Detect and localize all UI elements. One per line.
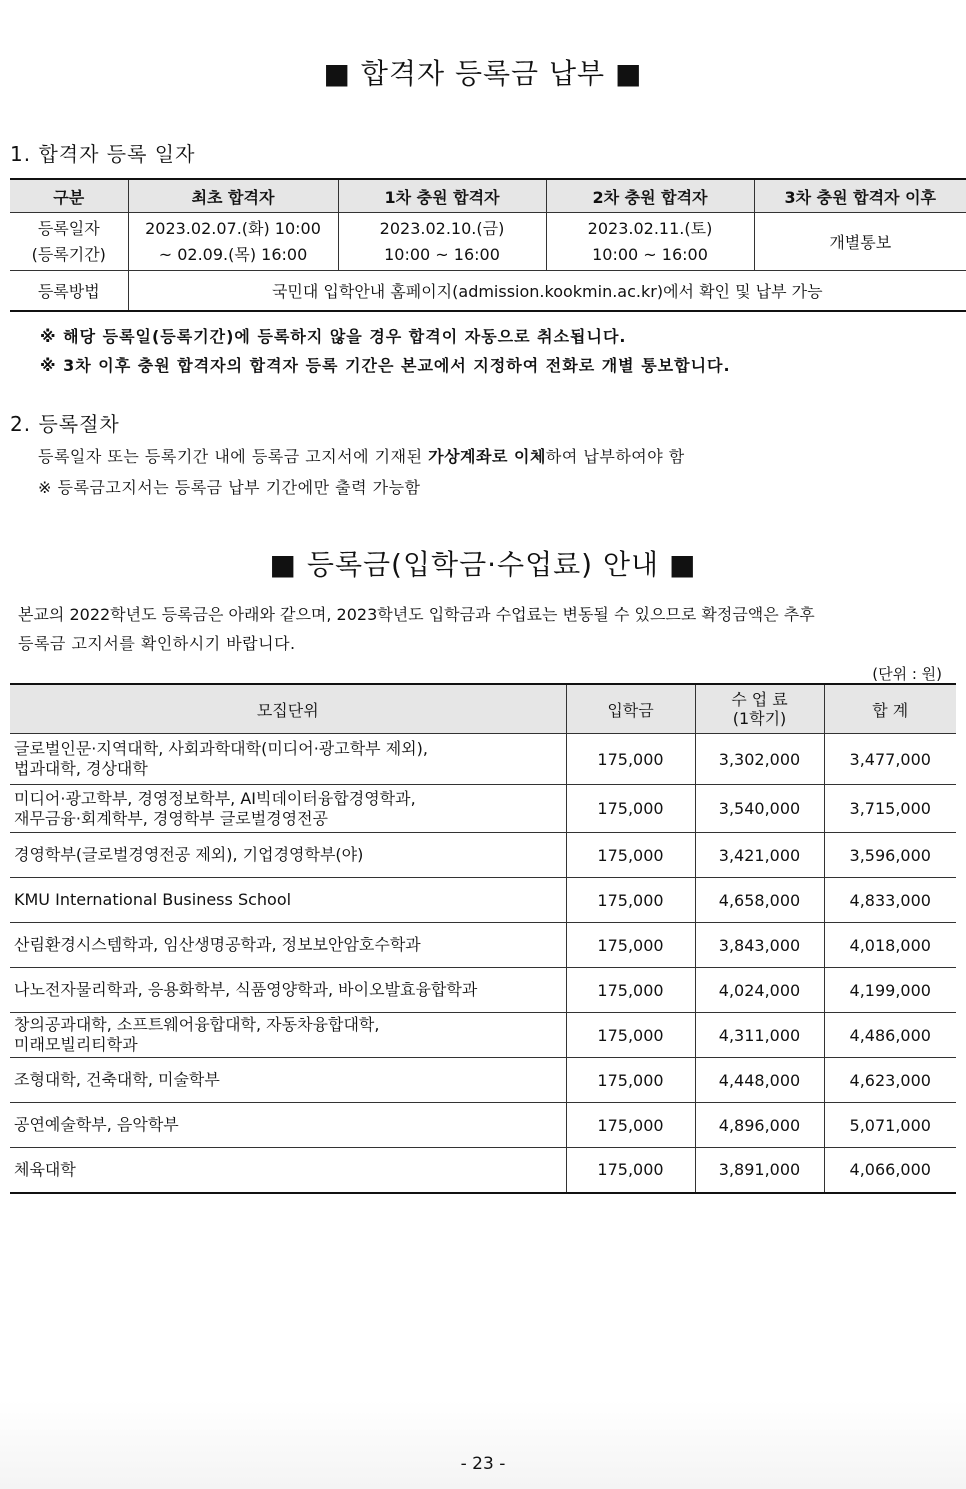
cell-recruit-unit: 체육대학 [10,1148,566,1193]
table-row [10,271,966,311]
cell-total: 4,486,000 [824,1013,956,1058]
cell-admission-fee: 175,000 [566,1013,695,1058]
table-row [10,1013,956,1058]
table-header-row [10,684,956,734]
row-label-dates: 등록일자 (등록기간) [10,213,128,271]
table-row [10,213,966,271]
cell-total: 4,623,000 [824,1058,956,1103]
header-unit: 모집단위 [10,684,566,734]
table-row [10,1148,956,1193]
cell-recruit-unit: 공연예술학부, 음악학부 [10,1103,566,1148]
table-row [10,734,956,785]
cell-admission-fee: 175,000 [566,785,695,833]
cell-recruit-unit: 미디어·광고학부, 경영정보학부, AI빅데이터융합경영학과, 재무금융·회계학부, 경영학부 글로벌경영전공 [10,785,566,833]
note-auto-cancel: ※ 해당 등록일(등록기간)에 등록하지 않을 경우 합격이 자동으로 취소됩니다. [40,327,627,346]
table-row [10,833,956,878]
cell-recruit-unit: 창의공과대학, 소프트웨어융합대학, 자동차융합대학, 미래모빌리티학과 [10,1013,566,1058]
table-row [10,923,956,968]
header-first-supplement: 1차 충원 합격자 [338,179,546,213]
tuition-table [10,683,956,1194]
table-row [10,785,956,833]
procedure-text: 등록일자 또는 등록기간 내에 등록금 고지서에 기재된 가상계좌로 이체하여 납부하여야 함 [38,447,685,466]
row-label-method: 등록방법 [10,271,128,311]
header-admission-fee: 입학금 [566,684,695,734]
cell-admission-fee: 175,000 [566,1103,695,1148]
cell-recruit-unit: 조형대학, 건축대학, 미술학부 [10,1058,566,1103]
cell-tuition: 3,421,000 [695,833,824,878]
cell-tuition: 4,311,000 [695,1013,824,1058]
cell-admission-fee: 175,000 [566,1148,695,1193]
cell-recruit-unit: 글로벌인문·지역대학, 사회과학대학(미디어·광고학부 제외), 법과대학, 경상대학 [10,734,566,785]
procedure-note: ※ 등록금고지서는 등록금 납부 기간에만 출력 가능함 [38,478,421,497]
intro-line-2: 등록금 고지서를 확인하시기 바랍니다. [18,634,296,653]
table-row [10,1103,956,1148]
cell-registration-method: 국민대 입학안내 홈페이지(admission.kookmin.ac.kr)에서 확인 및 납부 가능 [128,271,966,311]
cell-recruit-unit: KMU International Business School [10,878,566,923]
cell-recruit-unit: 나노전자물리학과, 응용화학부, 식품영양학과, 바이오발효융합학과 [10,968,566,1013]
cell-admission-fee: 175,000 [566,1058,695,1103]
cell-tuition: 4,024,000 [695,968,824,1013]
header-third-supplement: 3차 충원 합격자 이후 [754,179,966,213]
cell-first-admit-dates: 2023.02.07.(화) 10:00 ~ 02.09.(목) 16:00 [128,213,338,271]
cell-recruit-unit: 경영학부(글로벌경영전공 제외), 기업경영학부(야) [10,833,566,878]
cell-third-supplement-dates: 개별통보 [754,213,966,271]
cell-total: 3,477,000 [824,734,956,785]
section-title-tuition: ■ 등록금(입학금·수업료) 안내 ■ [269,548,697,581]
procedure-bold: 가상계좌로 이체 [428,447,546,466]
cell-tuition: 4,896,000 [695,1103,824,1148]
cell-admission-fee: 175,000 [566,968,695,1013]
tuition-table-body [10,734,956,1193]
cell-total: 4,199,000 [824,968,956,1013]
cell-total: 5,071,000 [824,1103,956,1148]
cell-tuition: 3,540,000 [695,785,824,833]
cell-tuition: 4,448,000 [695,1058,824,1103]
cell-first-supplement-dates: 2023.02.10.(금) 10:00 ~ 16:00 [338,213,546,271]
cell-second-supplement-dates: 2023.02.11.(토) 10:00 ~ 16:00 [546,213,754,271]
unit-note: (단위 : 원) [872,665,942,683]
header-first-admit: 최초 합격자 [128,179,338,213]
cell-total: 4,018,000 [824,923,956,968]
header-total: 합 계 [824,684,956,734]
intro-line-1: 본교의 2022학년도 등록금은 아래와 같으며, 2023학년도 입학금과 수업료는 변동될 수 있으므로 확정금액은 추후 [18,605,815,624]
table-row [10,878,956,923]
header-category: 구분 [10,179,128,213]
cell-admission-fee: 175,000 [566,878,695,923]
cell-total: 4,066,000 [824,1148,956,1193]
cell-tuition: 3,302,000 [695,734,824,785]
cell-recruit-unit: 산림환경시스템학과, 임산생명공학과, 정보보안암호수학과 [10,923,566,968]
table-header-row [10,179,966,213]
heading-procedure: 2. 등록절차 [10,412,120,436]
cell-tuition: 4,658,000 [695,878,824,923]
cell-total: 3,596,000 [824,833,956,878]
cell-admission-fee: 175,000 [566,923,695,968]
section-title-registration: ■ 합격자 등록금 납부 ■ [323,57,643,90]
header-tuition: 수 업 료 (1학기) [695,684,824,734]
cell-total: 4,833,000 [824,878,956,923]
cell-total: 3,715,000 [824,785,956,833]
cell-tuition: 3,891,000 [695,1148,824,1193]
cell-tuition: 3,843,000 [695,923,824,968]
heading-registration-dates: 1. 합격자 등록 일자 [10,142,196,166]
note-third-supplement: ※ 3차 이후 충원 합격자의 합격자 등록 기간은 본교에서 지정하여 전화로 개별 통보합니다. [40,356,731,375]
header-second-supplement: 2차 충원 합격자 [546,179,754,213]
page-number: - 23 - [460,1454,506,1474]
cell-admission-fee: 175,000 [566,833,695,878]
cell-admission-fee: 175,000 [566,734,695,785]
table-row [10,1058,956,1103]
table-row [10,968,956,1013]
registration-dates-table [10,178,966,312]
